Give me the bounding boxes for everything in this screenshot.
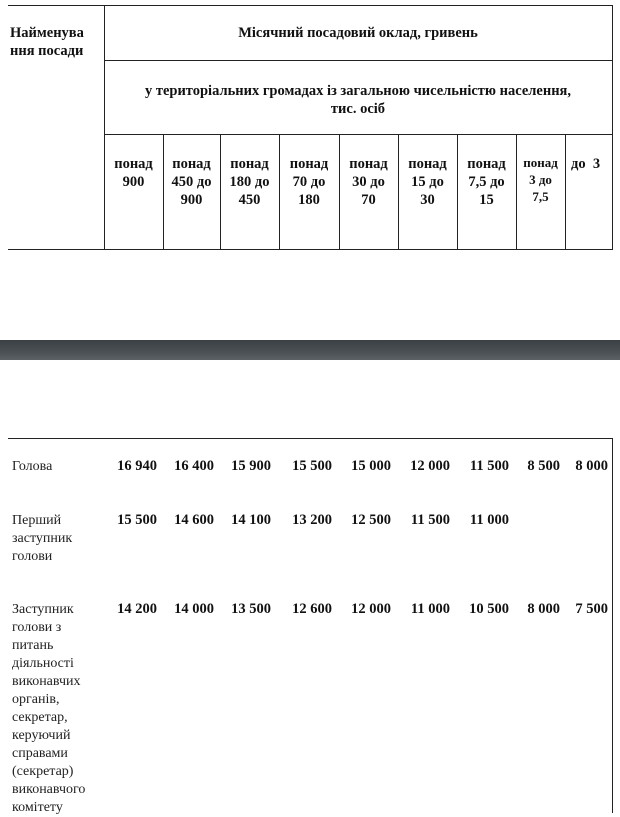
position-header-line2: ння посади: [10, 43, 84, 60]
salary-title: Місячний посадовий оклад, гривень: [238, 25, 478, 41]
population-range-line: 70: [361, 192, 376, 209]
salary-value: 8 500: [527, 458, 560, 474]
position-name-line: (секретар): [12, 764, 74, 779]
position-name: [12, 512, 104, 566]
position-name: [12, 601, 104, 817]
population-range-line: 180: [298, 192, 320, 209]
salary-value: 11 000: [410, 601, 450, 617]
population-range-header: [163, 155, 220, 209]
header-bottom-border: [8, 249, 612, 250]
position-name-line: керуючий: [12, 728, 71, 743]
position-name-line: діяльності: [12, 656, 74, 671]
position-column-header: [10, 24, 104, 60]
body-top-border: [8, 438, 612, 439]
salary-value: 16 400: [174, 458, 214, 474]
communities-title-line1: у територіальних громадах із загальною чисельністю населення,: [144, 83, 572, 99]
salary-value: 12 500: [351, 512, 391, 528]
salary-value: 10 500: [469, 601, 509, 617]
population-range-line: 900: [180, 192, 203, 209]
header-top-border: [8, 5, 612, 6]
population-range-line: понад: [408, 156, 447, 172]
population-range-line: 180 до: [229, 174, 270, 191]
population-range-header: [457, 155, 516, 209]
salary-value: 14 100: [231, 512, 271, 528]
position-name-line: органів,: [12, 692, 60, 707]
position-name-line: комітету: [12, 800, 63, 815]
salary-value: 13 200: [292, 512, 332, 528]
salary-value: 14 200: [117, 601, 157, 617]
position-name-line: справами: [12, 746, 68, 761]
table-header-page: [0, 0, 620, 340]
header-rule-2: [104, 134, 612, 135]
position-name-line: виконавчих: [12, 674, 81, 689]
population-range-line: 15: [479, 192, 494, 209]
population-range-line: понад: [172, 156, 211, 172]
population-range-line: понад: [114, 156, 153, 172]
population-range-header: [220, 155, 279, 209]
salary-value: 12 600: [292, 601, 332, 617]
population-range-line: понад: [230, 156, 269, 172]
position-name-line: Голова: [12, 459, 53, 474]
position-name-line: секретар,: [12, 710, 68, 725]
population-range-line: 900: [122, 174, 145, 191]
population-range-line: понад: [523, 155, 558, 170]
population-range-header: [279, 155, 339, 209]
salary-value: 15 500: [117, 512, 157, 528]
salary-value: 8 000: [575, 458, 608, 474]
salary-value: 12 000: [410, 458, 450, 474]
salary-value: 15 500: [292, 458, 332, 474]
population-range-header: [339, 155, 398, 209]
position-header-line1: Найменува: [10, 25, 84, 41]
population-range-line: 7,5: [532, 188, 549, 204]
salary-value: 12 000: [351, 601, 391, 617]
population-range-line: понад: [467, 156, 506, 172]
position-name-line: заступник: [12, 531, 73, 546]
body-right-border: [612, 438, 613, 813]
table-body-page: [0, 360, 620, 813]
population-range-header: [398, 155, 457, 209]
position-name-line: Перший: [12, 513, 62, 528]
population-range-line: 450 до: [171, 174, 212, 191]
position-name-line: виконавчого: [12, 782, 86, 797]
population-range-line: 450: [238, 192, 261, 209]
salary-value: 13 500: [231, 601, 271, 617]
position-name-line: Заступник: [12, 602, 74, 617]
salary-value: 14 600: [174, 512, 214, 528]
population-range-line: 15 до: [411, 174, 444, 191]
salary-value: 15 000: [351, 458, 391, 474]
population-range-header: [104, 155, 163, 191]
population-range-line: 3 до: [529, 171, 552, 187]
salary-value: 7 500: [575, 601, 608, 617]
page-separator: [0, 340, 620, 360]
population-range-line: 70 до: [292, 174, 326, 191]
salary-value: 11 500: [469, 458, 509, 474]
header-rule-1: [104, 60, 612, 61]
population-range-line: 7,5 до: [468, 174, 505, 191]
salary-value: 14 000: [174, 601, 214, 617]
population-range-header: [565, 155, 612, 173]
salary-value: 8 000: [527, 601, 560, 617]
position-name-line: питань: [12, 638, 54, 653]
position-name: [12, 458, 104, 476]
population-range-line: 30: [420, 192, 435, 209]
communities-title: [104, 82, 612, 118]
salary-value: 11 500: [410, 512, 450, 528]
position-name-line: голови з: [12, 620, 62, 635]
salary-value: 11 000: [469, 512, 509, 528]
population-range-line: понад: [349, 156, 388, 172]
salary-value: 15 900: [231, 458, 271, 474]
communities-title-line2: тис. осіб: [330, 101, 386, 118]
population-range-line: 30 до: [352, 174, 385, 191]
population-range-header: [516, 155, 565, 206]
population-range-line: до 3: [571, 156, 601, 172]
header-right-border: [612, 5, 613, 250]
salary-value: 16 940: [117, 458, 157, 474]
column-divider: [565, 134, 566, 250]
population-range-line: понад: [289, 156, 329, 172]
position-name-line: голови: [12, 549, 53, 564]
